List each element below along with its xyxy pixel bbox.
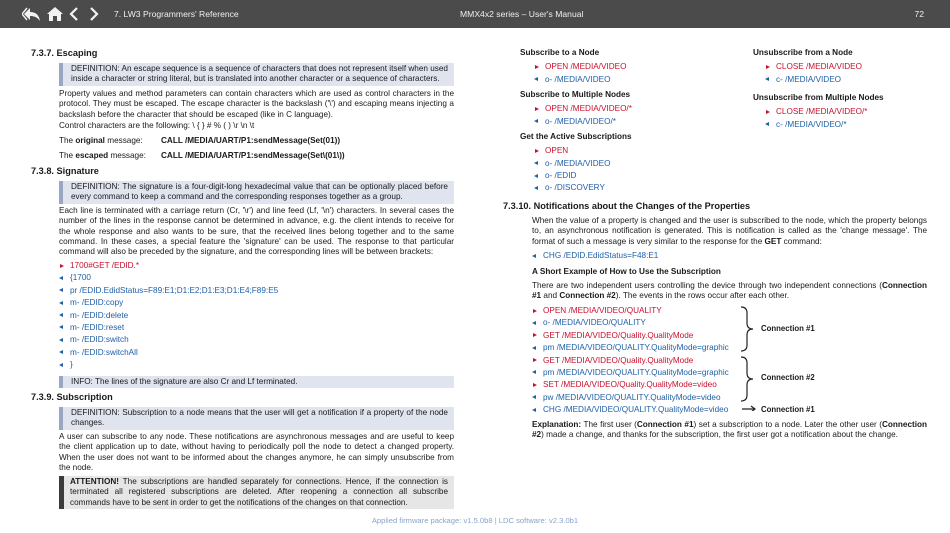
attention-label: ATTENTION! — [70, 477, 119, 486]
response-line: m- /EDID:copy — [59, 297, 454, 309]
example-paragraph: There are two independent users controlling the device through two independent connections (Connection #1 and Connection #2). The events in the rows occur after each other. — [532, 281, 927, 301]
escaped-message-row — [59, 151, 345, 161]
unsubscribe-node-block — [753, 48, 933, 86]
subscribe-multi-block — [520, 90, 735, 128]
next-page-icon[interactable] — [86, 5, 100, 23]
unsubscribe-multi-block — [753, 93, 933, 131]
command-line: OPEN /MEDIA/VIDEO/* — [534, 103, 735, 115]
connection-1-brace — [741, 307, 753, 351]
command-line: GET /MEDIA/VIDEO/Quality.QualityMode — [532, 330, 747, 342]
manual-title: MMX4x2 series – User's Manual — [460, 9, 584, 19]
command-line: OPEN — [534, 145, 735, 157]
signature-definition: DEFINITION: The signature is a four-digit-long hexadecimal value that can be optionally placed before every command to keep a command and the corresponding responses together as a group. — [59, 181, 454, 204]
nav-icons — [22, 5, 100, 23]
subscribe-node-heading: Subscribe to a Node — [520, 48, 600, 57]
response-line: c- /MEDIA/VIDEO — [765, 74, 933, 86]
response-line: o- /MEDIA/VIDEO/* — [534, 116, 735, 128]
arrow-right-icon — [742, 406, 755, 411]
response-line: m- /EDID:switch — [59, 334, 454, 346]
original-label: The original message: — [59, 136, 143, 145]
response-line: {1700 — [59, 272, 454, 284]
command-line: OPEN /MEDIA/VIDEO — [534, 61, 735, 73]
example-heading: A Short Example of How to Use the Subscription — [532, 267, 721, 276]
response-line: o- /DISCOVERY — [534, 182, 735, 194]
escaping-heading: 7.3.7. Escaping — [31, 48, 98, 58]
attention-box — [59, 476, 454, 509]
response-line: pw /MEDIA/VIDEO/QUALITY.QualityMode=video — [532, 392, 747, 404]
response-line: o- /MEDIA/VIDEO/QUALITY — [532, 317, 747, 329]
change-message-example — [532, 250, 927, 262]
escaping-paragraph: Property values and method parameters can contain characters which are used as control characters in the protocol. They must be escaped. The escape character is the backslash ('\') and escaping means injecting a backslash before the character that should be escaped (like in C language). — [59, 89, 454, 119]
active-subscriptions-block — [520, 132, 735, 195]
response-line: m- /EDID:switchAll — [59, 347, 454, 359]
response-line: pm /MEDIA/VIDEO/QUALITY.QualityMode=graphic — [532, 367, 747, 379]
response-line: m- /EDID:delete — [59, 310, 454, 322]
prev-page-icon[interactable] — [68, 5, 82, 23]
subscription-heading: 7.3.9. Subscription — [31, 392, 113, 402]
connection-1-notify-label: Connection #1 — [761, 405, 815, 414]
response-line: CHG /MEDIA/VIDEO/QUALITY.QualityMode=video — [532, 404, 747, 416]
command-line: CLOSE /MEDIA/VIDEO — [765, 61, 933, 73]
active-subscriptions-heading: Get the Active Subscriptions — [520, 132, 632, 141]
signature-heading: 7.3.8. Signature — [31, 166, 99, 176]
signature-command-list — [59, 260, 454, 372]
original-command: CALL /MEDIA/UART/P1:sendMessage(Set(01)) — [161, 136, 341, 145]
signature-info: INFO: The lines of the signature are also Cr and Lf terminated. — [59, 376, 454, 388]
connection-2-brace — [741, 357, 753, 401]
response-line: c- /MEDIA/VIDEO/* — [765, 119, 933, 131]
escaping-definition: DEFINITION: An escape sequence is a sequence of characters that does not represent itself when used inside a character or string literal, but is translated into another character or a sequence of characters. — [59, 63, 454, 86]
command-line: GET /MEDIA/VIDEO/Quality.QualityMode — [532, 355, 747, 367]
subscribe-node-block — [520, 48, 735, 86]
notifications-paragraph: When the value of a property is changed and the user is subscribed to the node, which the property belongs to, an asynchronous notification is generated. This is notification is called as the 'change message'. The format of such a message is very similar to the response for the GET command: — [532, 216, 927, 246]
response-line: o- /MEDIA/VIDEO — [534, 74, 735, 86]
response-line: o- /EDID — [534, 170, 735, 182]
command-line: CLOSE /MEDIA/VIDEO/* — [765, 106, 933, 118]
attention-text: The subscriptions are handled separately for connections. Hence, if the connection is terminated all registered subscriptions are deleted. After reopening a connection all subscribe commands have to be sent in order to get the notifications of the changes on that connection. — [70, 477, 448, 507]
home-icon[interactable] — [46, 5, 64, 23]
response-line: pm /MEDIA/VIDEO/QUALITY.QualityMode=graphic — [532, 342, 747, 354]
escaped-command: CALL /MEDIA/UART/P1:sendMessage(Set\(01\)) — [161, 151, 345, 160]
response-line: CHG /EDID.EdidStatus=F48:E1 — [532, 250, 927, 262]
connection-1-label: Connection #1 — [761, 324, 815, 333]
footer-firmware-info: Applied firmware package: v1.5.0b8 | LDC software: v2.3.0b1 — [371, 516, 579, 525]
connection-braces — [738, 305, 760, 411]
notifications-heading: 7.3.10. Notifications about the Changes of the Properties — [503, 201, 751, 211]
page-number: 72 — [914, 9, 924, 19]
control-chars: Control characters are the following: \ { } # % ( ) \r \n \t — [59, 121, 255, 130]
command-line: SET /MEDIA/VIDEO/Quality.QualityMode=video — [532, 379, 747, 391]
signature-paragraph: Each line is terminated with a carriage return (Cr, '\r') and line feed (Lf, '\n') characters. In several cases the number of the lines in the response cannot be determined in advance, e.g. the client intends to receive for the whole response and also wants to be sure, that the received lines belong together and to the same command. In these cases, a special feature the 'signature' can be used. The response to that particular command will also be preceded by the signature, and the corresponding lines will be between brackets: — [59, 206, 454, 257]
subscription-paragraph: A user can subscribe to any node. These notifications are asynchronous messages and are useful to keep the client application up to date, without having to periodically poll the node to detect a changed property. When the user does not want to be informed about the changes anymore, he can simply unsubscribe from the node. — [59, 432, 454, 472]
unsubscribe-node-heading: Unsubscribe from a Node — [753, 48, 853, 57]
command-line: OPEN /MEDIA/VIDEO/QUALITY — [532, 305, 747, 317]
back-icon[interactable] — [22, 5, 42, 23]
example-command-list — [532, 305, 747, 417]
escaped-label: The escaped message: — [59, 151, 146, 160]
subscription-definition: DEFINITION: Subscription to a node means that the user will get a notification if a property of the node changes. — [59, 407, 454, 430]
connection-2-label: Connection #2 — [761, 373, 815, 382]
response-line: } — [59, 359, 454, 371]
command-line: 1700#GET /EDID.* — [59, 260, 454, 272]
response-line: o- /MEDIA/VIDEO — [534, 158, 735, 170]
chapter-title: 7. LW3 Programmers' Reference — [114, 9, 239, 19]
original-message-row — [59, 136, 340, 146]
explanation-paragraph: Explanation: The first user (Connection #1) set a subscription to a node. Later the other user (Connection #2) made a change, and thanks for the subscription, the first user got a notification about the change. — [532, 420, 927, 440]
response-line: pr /EDID.EdidStatus=F89:E1;D1:E2;D1:E3;D1:E4;F89:E5 — [59, 285, 454, 297]
unsubscribe-multi-heading: Unsubscribe from Multiple Nodes — [753, 93, 884, 102]
response-line: m- /EDID:reset — [59, 322, 454, 334]
top-bar — [0, 0, 950, 28]
subscribe-multi-heading: Subscribe to Multiple Nodes — [520, 90, 631, 99]
